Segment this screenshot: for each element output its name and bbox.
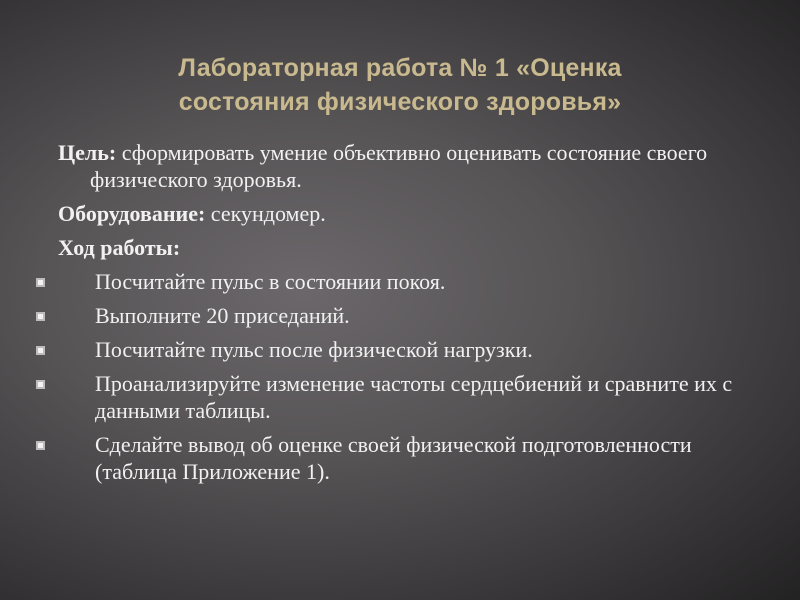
procedure-step [36, 268, 748, 295]
slide-title [90, 51, 710, 119]
square-bullet-icon [36, 346, 45, 355]
procedure-step-text: Проанализируйте изменение частоты сердцебиений и сравните их с данными таблицы. [95, 371, 733, 423]
goal-label: Цель: [58, 140, 117, 165]
procedure-step-text: Сделайте вывод об оценке своей физической подготовленности (таблица Приложение 1). [95, 432, 692, 484]
procedure-steps-list [58, 268, 748, 485]
slide-title-line-1: Лабораторная работа № 1 «Оценка [178, 53, 622, 82]
procedure-step [36, 336, 748, 363]
procedure-step-text: Посчитайте пульс в состоянии покоя. [95, 269, 446, 294]
procedure-step [36, 431, 748, 485]
procedure-label: Ход работы: [58, 235, 181, 260]
equipment-text: секундомер. [205, 201, 326, 226]
procedure-step [36, 302, 748, 329]
procedure-step [36, 370, 748, 424]
procedure-heading [58, 234, 748, 261]
slide-content [58, 139, 748, 492]
square-bullet-icon [36, 380, 45, 389]
slide-title-line-2: состояния физического здоровья» [178, 87, 622, 116]
equipment-label: Оборудование: [58, 201, 206, 226]
goal-text: сформировать умение объективно оценивать состояние своего физического здоровья. [90, 140, 708, 192]
goal-paragraph [58, 139, 748, 193]
procedure-step-text: Выполните 20 приседаний. [95, 303, 350, 328]
square-bullet-icon [36, 441, 45, 450]
procedure-step-text: Посчитайте пульс после физической нагрузки. [95, 337, 533, 362]
square-bullet-icon [36, 312, 45, 321]
square-bullet-icon [36, 278, 45, 287]
equipment-paragraph [58, 200, 748, 227]
